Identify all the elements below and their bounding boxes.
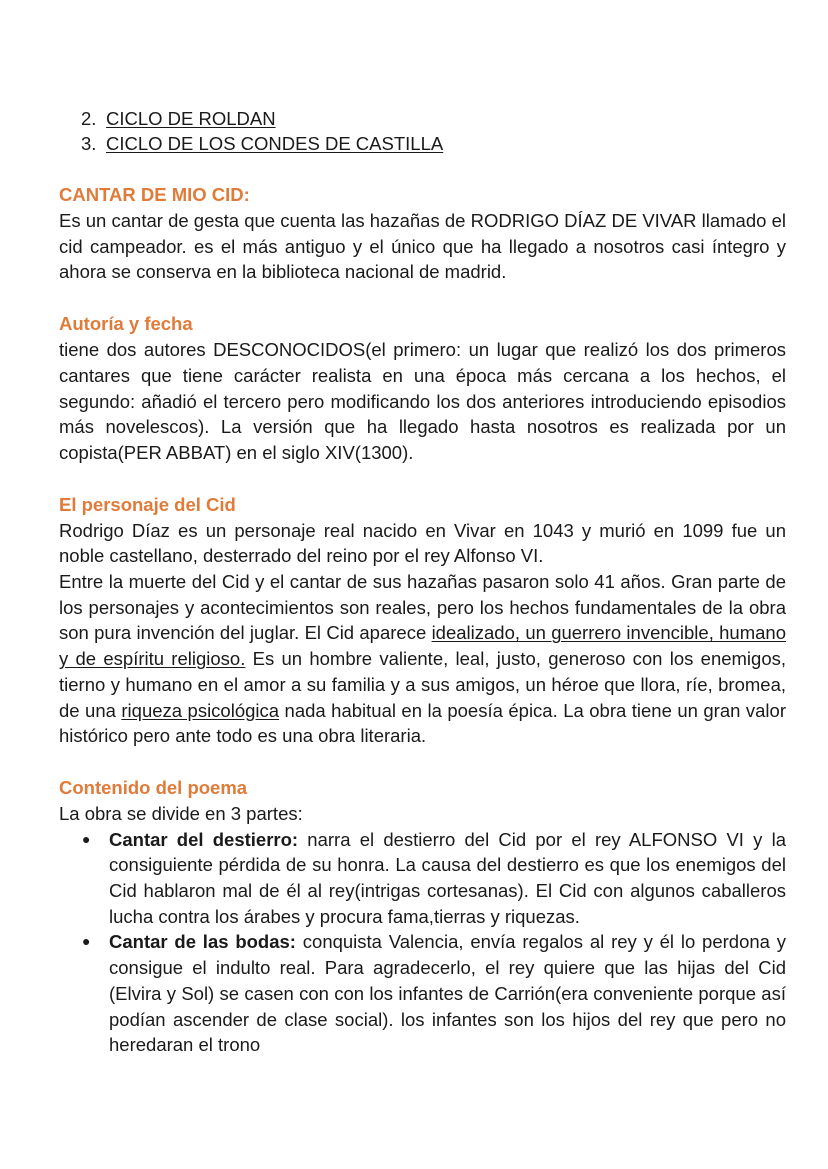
- list-item: [81, 131, 786, 156]
- list-item: [81, 106, 786, 131]
- section-heading: El personaje del Cid: [59, 493, 236, 515]
- paragraph: Es un cantar de gesta que cuenta las hazañas de RODRIGO DÍAZ DE VIVAR llamado el cid campeador. es el más antiguo y el único que ha llegado a nosotros casi íntegro y ahora se conserva en la biblioteca nacional de madrid.: [59, 210, 786, 283]
- section-heading: Autoría y fecha: [59, 313, 193, 335]
- underlined-text: riqueza psicológica: [121, 699, 280, 721]
- list-number: 3.: [81, 133, 97, 154]
- section-personaje: [59, 492, 786, 749]
- section-cantar: [59, 182, 786, 285]
- paragraph: La obra se divide en 3 partes:: [59, 802, 303, 824]
- underlined-text: idealizado, un guerrero invencible, humano y de espíritu religioso.: [59, 622, 786, 670]
- section-autoria: [59, 311, 786, 466]
- list-text: CICLO DE LOS CONDES DE CASTILLA: [106, 133, 444, 154]
- list-text: [109, 929, 786, 1058]
- list-item: [82, 827, 786, 930]
- bullet-icon: ●: [82, 830, 91, 847]
- list-item: [82, 929, 786, 1058]
- list-text: CICLO DE ROLDAN: [106, 108, 276, 129]
- text-run: Es un hombre valiente, leal, justo, generoso con los enemigos, tierno y humano en el amor a su familia y a sus amigos, un héroe que llora, ríe, bromea, de una: [59, 648, 787, 721]
- numbered-list: [81, 106, 786, 156]
- item-text: conquista Valencia, envía regalos al rey y él lo perdona y consigue el indulto real. Para agradecerlo, el rey quiere que las hijas del Cid (Elvira y Sol) se casen con con los infantes de Carrión(era conveniente porque así podían ascender de clase social). los infantes son los hijos del rey que pero no heredaran el trono: [109, 931, 786, 1056]
- paragraph: tiene dos autores DESCONOCIDOS(el primero: un lugar que realizó los dos primeros cantares que tiene carácter realista en una época más cercana a los hechos, el segundo: añadió el tercero pero modificando los dos anteriores introduciendo episodios más novelescos). La versión que ha llegado hasta nosotros es realizada por un copista(PER ABBAT) en el siglo XIV(1300).: [59, 339, 786, 463]
- paragraph: [59, 569, 786, 749]
- section-heading: CANTAR DE MIO CID:: [59, 184, 250, 205]
- bullet-list: [59, 827, 786, 1058]
- item-title: Cantar de las bodas:: [109, 931, 296, 953]
- item-text: narra el destierro del Cid por el rey ALFONSO VI y la consiguiente pérdida de su honra. La causa del destierro es que los enemigos del Cid hablaron mal de él al rey(intrigas cortesanas). El Cid con algunos caballeros lucha contra los árabes y procura fama,tierras y riquezas.: [109, 828, 787, 927]
- bullet-icon: ●: [82, 933, 91, 950]
- list-number: 2.: [81, 108, 97, 129]
- text-run: nada habitual en la poesía épica. La obra tiene un gran valor histórico pero ante todo es una obra literaria.: [59, 699, 786, 747]
- text-run: Entre la muerte del Cid y el cantar de sus hazañas pasaron solo 41 años. Gran parte de los personajes y acontecimientos son reales, pero los hechos fundamentales de la obra son pura invención del juglar. El Cid aparece: [59, 571, 786, 644]
- item-title: Cantar del destierro:: [109, 828, 299, 850]
- paragraph: Rodrigo Díaz es un personaje real nacido en Vivar en 1043 y murió en 1099 fue un noble castellano, desterrado del reino por el rey Alfonso VI.: [59, 519, 786, 567]
- section-heading: Contenido del poema: [59, 776, 248, 798]
- section-contenido: [59, 775, 786, 1058]
- list-text: [109, 827, 786, 930]
